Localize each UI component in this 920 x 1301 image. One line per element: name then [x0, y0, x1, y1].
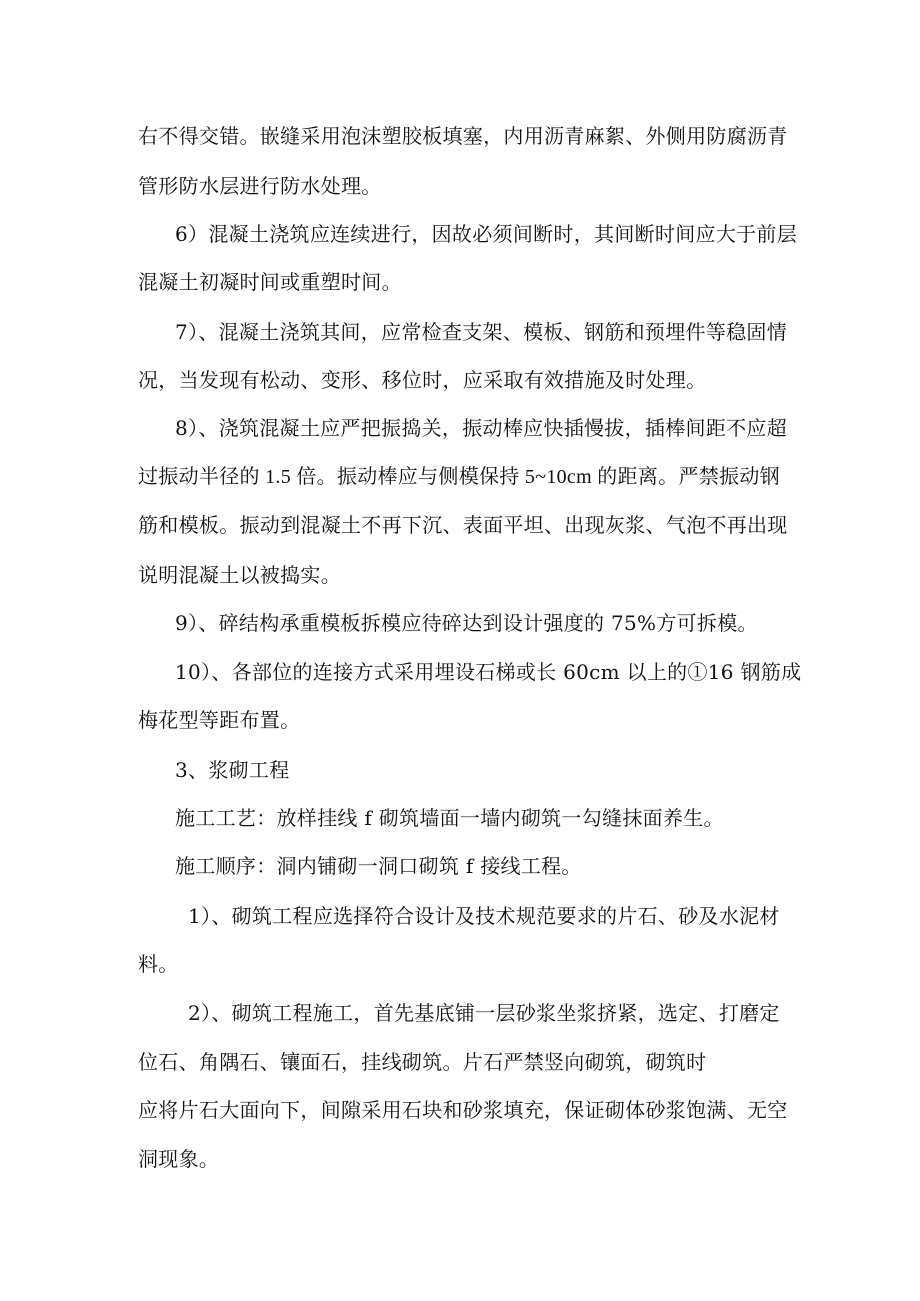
text-line: 8）、浇筑混凝土应严把振捣关，振动棒应快插慢拔，插棒间距不应超: [175, 416, 788, 440]
section-heading: 3、浆砌工程: [175, 758, 290, 782]
text-line: 混凝土初凝时间或重塑时间。: [138, 270, 402, 294]
text-line: 应将片石大面向下，间隙采用石块和砂浆填充，保证砌体砂浆饱满、无空: [138, 1098, 788, 1122]
text-line: 位石、角隅石、镶面石，挂线砌筑。片石严禁竖向砌筑，砌筑时: [138, 1050, 707, 1074]
text-line: 右不得交错。嵌缝采用泡沫塑胶板填塞，内用沥青麻絮、外侧用防腐沥青: [138, 124, 788, 148]
text-line: 7）、混凝土浇筑其间，应常检查支架、模板、钢筋和预埋件等稳固情: [175, 320, 788, 344]
text-line: 2）、砌筑工程施工，首先基底铺一层砂浆坐浆挤紧，选定、打磨定: [188, 1001, 780, 1025]
text-line: 1）、砌筑工程应选择符合设计及技术规范要求的片石、砂及水泥材: [188, 904, 780, 928]
text-line: 料。: [138, 952, 179, 976]
text-line: 施工顺序：洞内铺砌一洞口砌筑 f 接线工程。: [175, 854, 582, 878]
text-line: 10）、各部位的连接方式采用埋设石梯或长 60cm 以上的①16 钢筋成: [175, 660, 802, 684]
text-line: 说明混凝土以被捣实。: [138, 563, 341, 587]
text-line: 筋和模板。振动到混凝土不再下沉、表面平坦、出现灰浆、气泡不再出现: [138, 513, 788, 537]
text-line: 梅花型等距布置。: [138, 708, 301, 732]
text-line: 施工工艺：放样挂线 f 砌筑墙面一墙内砌筑一勾缝抹面养生。: [175, 806, 724, 830]
text-line: 洞现象。: [138, 1147, 220, 1171]
text-line: 管形防水层进行防水处理。: [138, 174, 382, 198]
text-line: 过振动半径的 1.5 倍。振动棒应与侧模保持 5~10cm 的距离。严禁振动钢: [138, 466, 780, 488]
text-line: 6）混凝土浇筑应连续进行，因故必须间断时，其间断时间应大于前层: [175, 222, 798, 246]
text-line: 况，当发现有松动、变形、移位时，应采取有效措施及时处理。: [138, 368, 707, 392]
text-line: 9）、碎结构承重模板拆模应待碎达到设计强度的 75%方可拆模。: [175, 611, 758, 635]
